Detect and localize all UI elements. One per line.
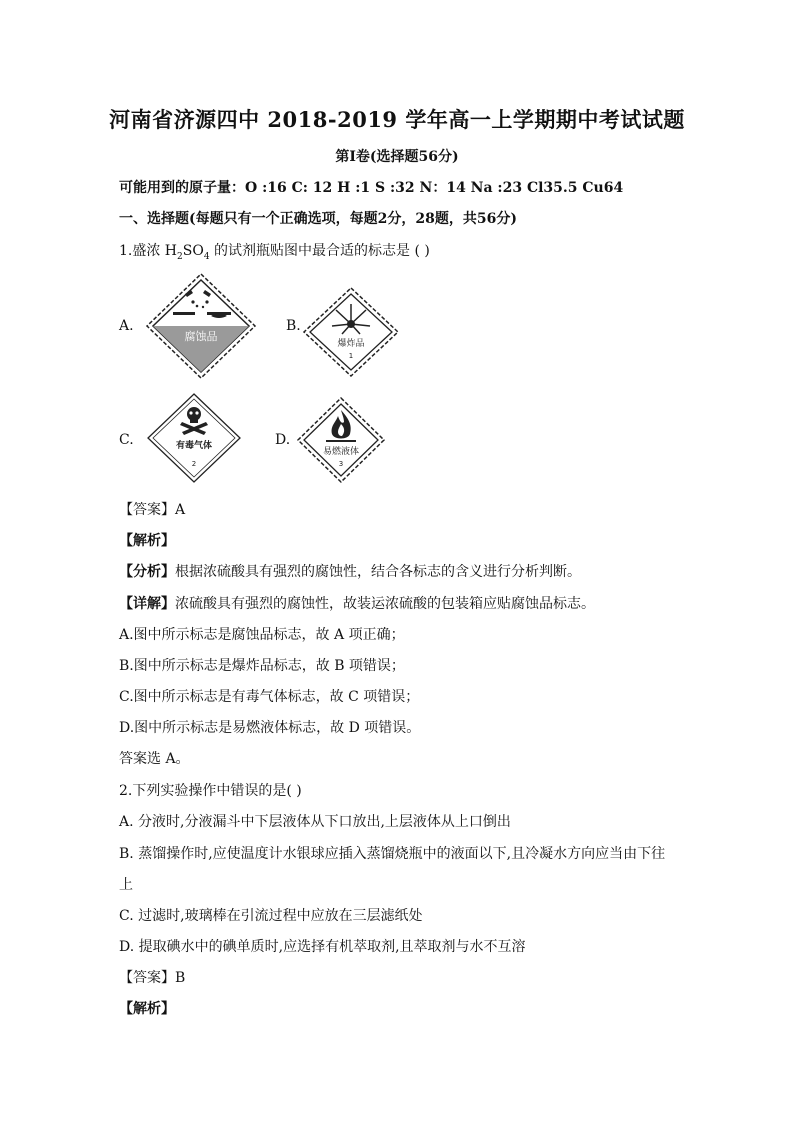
q1-conclusion: 答案选 A。 <box>119 751 190 767</box>
q1-answer: 【答案】A <box>119 502 186 518</box>
q2-option-a: A. 分液时,分液漏斗中下层液体从下口放出,上层液体从上口倒出 <box>119 814 511 830</box>
q1-option-d-label: D. <box>275 432 291 448</box>
q2-option-b-cont: 上 <box>119 877 133 893</box>
q1-sign-d-num: 3 <box>338 460 344 468</box>
section-subtitle: 第Ⅰ卷(选择题56分) <box>335 149 459 165</box>
q2-analysis-label: 【解析】 <box>119 1001 175 1017</box>
section-heading: 一、选择题(每题只有一个正确选项，每题2分，28题，共56分) <box>119 211 517 227</box>
q1-option-a-label: A. <box>119 318 134 334</box>
q1-analysis-label: 【解析】 <box>119 533 175 549</box>
q1-sign-b-text: 爆炸品 <box>337 339 365 349</box>
q1-explanation-a: A.图中所示标志是腐蚀品标志，故 A 项正确； <box>119 627 405 643</box>
q1-sign-d-text: 易燃液体 <box>322 447 360 457</box>
q2-option-c: C. 过滤时,玻璃棒在引流过程中应放在三层滤纸处 <box>119 908 423 924</box>
q1-explanation-b: B.图中所示标志是爆炸品标志，故 B 项错误； <box>119 658 405 674</box>
q1-sign-b-num: 1 <box>348 352 354 360</box>
q2-stem: 2.下列实验操作中错误的是( ) <box>119 783 302 799</box>
q1-sign-a-text: 腐蚀品 <box>184 330 218 343</box>
q1-explanation-d: D.图中所示标志是易燃液体标志，故 D 项错误。 <box>119 720 421 736</box>
q1-option-c-label: C. <box>119 432 134 448</box>
explosive-sign-icon <box>302 286 400 378</box>
toxic-gas-sign-icon <box>146 392 242 484</box>
q1-stem: 1.盛浓 $H_2SO_4$ 的试剂瓶贴图中最合适的标志是 ( ) <box>119 243 430 262</box>
q1-explanation-c: C.图中所示标志是有毒气体标志，故 C 项错误； <box>119 689 420 705</box>
q1-option-b-label: B. <box>286 318 301 334</box>
page-title: 河南省济源四中 2018-2019 学年高一上学期期中考试试题 <box>109 107 685 132</box>
q2-answer: 【答案】B <box>119 970 186 986</box>
q1-sign-c-text: 有毒气体 <box>175 441 213 451</box>
q2-option-b: B. 蒸馏操作时,应使温度计水银球应插入蒸馏烧瓶中的液面以下,且冷凝水方向应当由下往 <box>119 846 666 862</box>
corrosive-sign-icon <box>145 272 257 380</box>
atomic-mass-line: 可能用到的原子量：O :16 C: 12 H :1 S :32 N：14 Na :23 Cl35.5 Cu64 <box>119 180 624 196</box>
q2-option-d: D. 提取碘水中的碘单质时,应选择有机萃取剂,且萃取剂与水不互溶 <box>119 939 526 955</box>
flammable-liquid-sign-icon <box>296 396 386 484</box>
q1-fenxi: 【分析】根据浓硫酸具有强烈的腐蚀性，结合各标志的含义进行分析判断。 <box>119 564 581 580</box>
q1-sign-c-num: 2 <box>191 460 197 468</box>
q1-xiangjie: 【详解】浓硫酸具有强烈的腐蚀性，故装运浓硫酸的包装箱应贴腐蚀品标志。 <box>119 596 595 612</box>
